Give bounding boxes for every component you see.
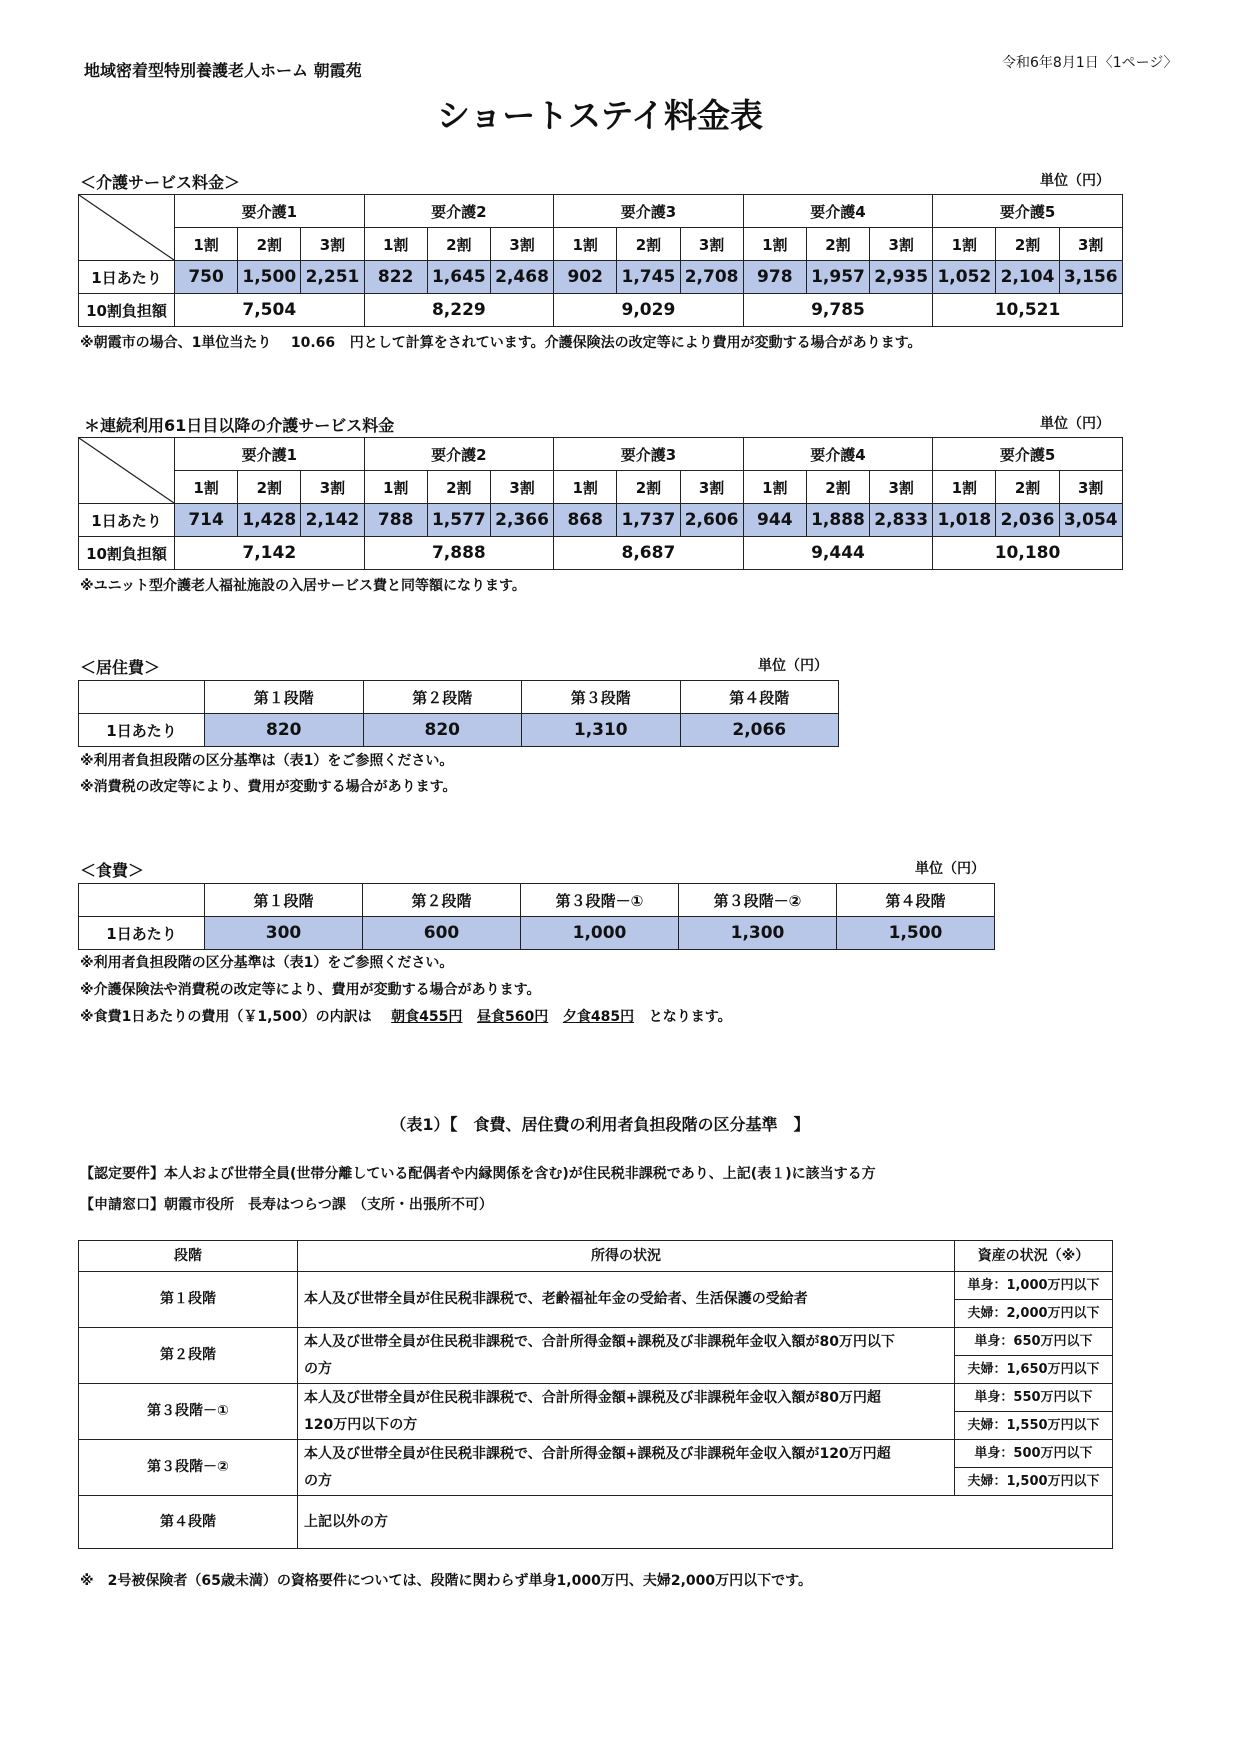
fee-cell: 1,645 [427, 261, 490, 294]
full-cost-cell: 9,029 [554, 294, 744, 327]
full-cost-cell: 10,521 [933, 294, 1123, 327]
rate-header: 1割 [933, 471, 996, 504]
food-fee-table [78, 883, 995, 950]
criteria-table [78, 1240, 1113, 1549]
rate-header: 3割 [490, 228, 553, 261]
food-note: ※介護保険法や消費税の改定等により、費用が変動する場合があります。 [80, 982, 541, 998]
row-label: 1日あたり [79, 504, 175, 537]
fee-cell: 2,606 [680, 504, 743, 537]
fee-cell: 2,142 [301, 504, 364, 537]
table-row [79, 714, 839, 747]
asset-couple: 夫婦：1,500万円以下 [955, 1468, 1113, 1496]
col-income-header: 所得の状況 [298, 1241, 955, 1272]
asset-single: 単身：550万円以下 [955, 1384, 1113, 1412]
fee-cell: 2,104 [996, 261, 1059, 294]
rate-header: 3割 [870, 228, 933, 261]
fee-cell: 1,957 [806, 261, 869, 294]
care-fee-table [78, 194, 1123, 327]
care61-heading: ＊連続利用61日目以降の介護サービス料金 [84, 416, 395, 435]
rate-header: 1割 [364, 228, 427, 261]
fee-cell: 820 [205, 714, 364, 747]
care-heading: ＜介護サービス料金＞ [80, 173, 241, 192]
rate-header: 3割 [301, 471, 364, 504]
fee-cell: 300 [205, 917, 363, 950]
col-asset-header: 資産の状況（※） [955, 1241, 1113, 1272]
income-cell: 上記以外の方 [298, 1496, 1113, 1549]
asset-single: 単身：500万円以下 [955, 1440, 1113, 1468]
fee-cell: 1,300 [679, 917, 837, 950]
level-header: 要介護2 [364, 195, 554, 228]
care61-note: ※ユニット型介護老人福祉施設の入居サービス費と同等額になります。 [80, 578, 526, 594]
stage-header: 第２段階 [363, 884, 521, 917]
fee-cell: 2,833 [870, 504, 933, 537]
level-header: 要介護2 [364, 438, 554, 471]
stage-cell: 第２段階 [79, 1328, 298, 1384]
level-header: 要介護1 [175, 438, 365, 471]
level-header: 要介護1 [175, 195, 365, 228]
table-row [79, 1328, 1113, 1356]
food-heading: ＜食費＞ [80, 861, 145, 880]
rate-header: 1割 [175, 228, 238, 261]
income-cell: 本人及び世帯全員が住民税非課税で、合計所得金額+課税及び非課税年金収入額が80万円以下 の方 [298, 1328, 955, 1384]
row-label: 1日あたり [79, 261, 175, 294]
full-cost-cell: 7,142 [175, 537, 365, 570]
level-header: 要介護4 [743, 195, 933, 228]
fee-cell: 978 [743, 261, 806, 294]
rate-header: 1割 [364, 471, 427, 504]
rate-header: 2割 [617, 228, 680, 261]
fee-cell: 2,036 [996, 504, 1059, 537]
table-row [79, 1384, 1113, 1412]
fee-cell: 2,468 [490, 261, 553, 294]
income-cell: 本人及び世帯全員が住民税非課税で、老齢福祉年金の受給者、生活保護の受給者 [298, 1272, 955, 1328]
rate-header: 3割 [680, 471, 743, 504]
fee-cell: 3,156 [1059, 261, 1122, 294]
fee-cell: 2,366 [490, 504, 553, 537]
fee-cell: 1,000 [521, 917, 679, 950]
rate-header: 3割 [1059, 228, 1122, 261]
fee-cell: 1,500 [238, 261, 301, 294]
page-title: ショートステイ料金表 [436, 96, 764, 135]
table-row [79, 1272, 1113, 1300]
stage-header: 第４段階 [837, 884, 995, 917]
residence-heading: ＜居住費＞ [80, 658, 161, 677]
fee-cell: 820 [363, 714, 522, 747]
diagonal-cell [79, 438, 175, 504]
stage-header: 第３段階－① [521, 884, 679, 917]
criteria-requirement: 【認定要件】本人および世帯全員(世帯分離している配偶者や内縁関係を含む)が住民税非課税であり、上記(表１)に該当する方 [80, 1166, 876, 1182]
criteria-title: （表1）【 食費、居住費の利用者負担段階の区分基準 】 [390, 1115, 810, 1134]
fee-cell: 1,052 [933, 261, 996, 294]
food-breakdown-note: ※食費1日あたりの費用（￥1,500）の内訳は 朝食455円 昼食560円 夕食485円 となります。 [80, 1009, 732, 1025]
stage-header: 第１段階 [205, 681, 364, 714]
stage-header: 第３段階 [522, 681, 681, 714]
asset-couple: 夫婦：1,550万円以下 [955, 1412, 1113, 1440]
fee-cell: 788 [364, 504, 427, 537]
care61-unit: 単位（円） [1040, 416, 1110, 432]
stage-header: 第１段階 [205, 884, 363, 917]
stage-cell: 第３段階－② [79, 1440, 298, 1496]
food-unit: 単位（円） [915, 861, 985, 877]
fee-cell: 1,745 [617, 261, 680, 294]
level-header: 要介護4 [743, 438, 933, 471]
full-cost-cell: 7,888 [364, 537, 554, 570]
rate-header: 2割 [427, 228, 490, 261]
fee-cell: 1,428 [238, 504, 301, 537]
rate-header: 3割 [490, 471, 553, 504]
rate-header: 2割 [238, 471, 301, 504]
fee-cell: 1,737 [617, 504, 680, 537]
rate-header: 2割 [996, 228, 1059, 261]
stage-header: 第３段階－② [679, 884, 837, 917]
level-header: 要介護3 [554, 438, 744, 471]
table-row [79, 917, 995, 950]
rate-header: 2割 [806, 228, 869, 261]
residence-fee-table [78, 680, 839, 747]
fee-cell: 902 [554, 261, 617, 294]
criteria-window: 【申請窓口】朝霞市役所 長寿はつらつ課 （支所・出張所不可） [80, 1197, 493, 1213]
asset-single: 単身：1,000万円以下 [955, 1272, 1113, 1300]
care61-fee-table [78, 437, 1123, 570]
table-row [79, 1440, 1113, 1468]
rate-header: 1割 [554, 471, 617, 504]
level-header: 要介護3 [554, 195, 744, 228]
rate-header: 2割 [617, 471, 680, 504]
fee-cell: 2,935 [870, 261, 933, 294]
row-label: 10割負担額 [79, 537, 175, 570]
col-stage-header: 段階 [79, 1241, 298, 1272]
fee-cell: 1,018 [933, 504, 996, 537]
income-cell: 本人及び世帯全員が住民税非課税で、合計所得金額+課税及び非課税年金収入額が120万円超 の方 [298, 1440, 955, 1496]
rate-header: 1割 [743, 228, 806, 261]
full-cost-cell: 9,444 [743, 537, 933, 570]
care-unit: 単位（円） [1040, 173, 1110, 189]
stage-header: 第４段階 [680, 681, 839, 714]
fee-cell: 2,251 [301, 261, 364, 294]
rate-header: 3割 [301, 228, 364, 261]
full-cost-cell: 10,180 [933, 537, 1123, 570]
criteria-footnote: ※ 2号被保険者（65歳未満）の資格要件については、段階に関わらず単身1,000万円、夫婦2,000万円以下です。 [80, 1573, 812, 1589]
fee-cell: 1,500 [837, 917, 995, 950]
stage-header: 第２段階 [363, 681, 522, 714]
row-label: 1日あたり [79, 917, 205, 950]
row-label: 10割負担額 [79, 294, 175, 327]
food-note: ※利用者負担段階の区分基準は（表1）をご参照ください。 [80, 955, 454, 971]
fee-cell: 2,066 [680, 714, 839, 747]
rate-header: 2割 [996, 471, 1059, 504]
table-row [79, 261, 1123, 294]
fee-cell: 868 [554, 504, 617, 537]
stage-cell: 第３段階－① [79, 1384, 298, 1440]
fee-cell: 1,310 [522, 714, 681, 747]
residence-note: ※利用者負担段階の区分基準は（表1）をご参照ください。 [80, 753, 454, 769]
fee-cell: 1,577 [427, 504, 490, 537]
table-row [79, 294, 1123, 327]
blank-corner [79, 884, 205, 917]
residence-unit: 単位（円） [758, 658, 828, 674]
table-row [79, 1496, 1113, 1549]
fee-cell: 2,708 [680, 261, 743, 294]
asset-couple: 夫婦：2,000万円以下 [955, 1300, 1113, 1328]
stage-cell: 第１段階 [79, 1272, 298, 1328]
row-label: 1日あたり [79, 714, 205, 747]
rate-header: 1割 [175, 471, 238, 504]
table-row [79, 537, 1123, 570]
facility-name: 地域密着型特別養護老人ホーム 朝霞苑 [84, 61, 362, 80]
full-cost-cell: 7,504 [175, 294, 365, 327]
rate-header: 3割 [1059, 471, 1122, 504]
level-header: 要介護5 [933, 438, 1123, 471]
rate-header: 2割 [238, 228, 301, 261]
rate-header: 1割 [554, 228, 617, 261]
table-row [79, 504, 1123, 537]
fee-cell: 600 [363, 917, 521, 950]
care-note: ※朝霞市の場合、1単位当たり 10.66 円として計算をされています。介護保険法の改定等により費用が変動する場合があります。 [80, 335, 922, 351]
stage-cell: 第４段階 [79, 1496, 298, 1549]
full-cost-cell: 9,785 [743, 294, 933, 327]
residence-note: ※消費税の改定等により、費用が変動する場合があります。 [80, 779, 457, 795]
asset-couple: 夫婦：1,650万円以下 [955, 1356, 1113, 1384]
rate-header: 3割 [680, 228, 743, 261]
income-cell: 本人及び世帯全員が住民税非課税で、合計所得金額+課税及び非課税年金収入額が80万円超 120万円以下の方 [298, 1384, 955, 1440]
fee-cell: 750 [175, 261, 238, 294]
rate-header: 2割 [427, 471, 490, 504]
rate-header: 2割 [806, 471, 869, 504]
fee-cell: 1,888 [806, 504, 869, 537]
issue-date: 令和6年8月1日〈1ページ〉 [1002, 55, 1178, 71]
rate-header: 3割 [870, 471, 933, 504]
full-cost-cell: 8,687 [554, 537, 744, 570]
rate-header: 1割 [933, 228, 996, 261]
diagonal-cell [79, 195, 175, 261]
blank-corner [79, 681, 205, 714]
rate-header: 1割 [743, 471, 806, 504]
level-header: 要介護5 [933, 195, 1123, 228]
fee-cell: 944 [743, 504, 806, 537]
fee-cell: 822 [364, 261, 427, 294]
fee-cell: 3,054 [1059, 504, 1122, 537]
asset-single: 単身：650万円以下 [955, 1328, 1113, 1356]
full-cost-cell: 8,229 [364, 294, 554, 327]
fee-cell: 714 [175, 504, 238, 537]
